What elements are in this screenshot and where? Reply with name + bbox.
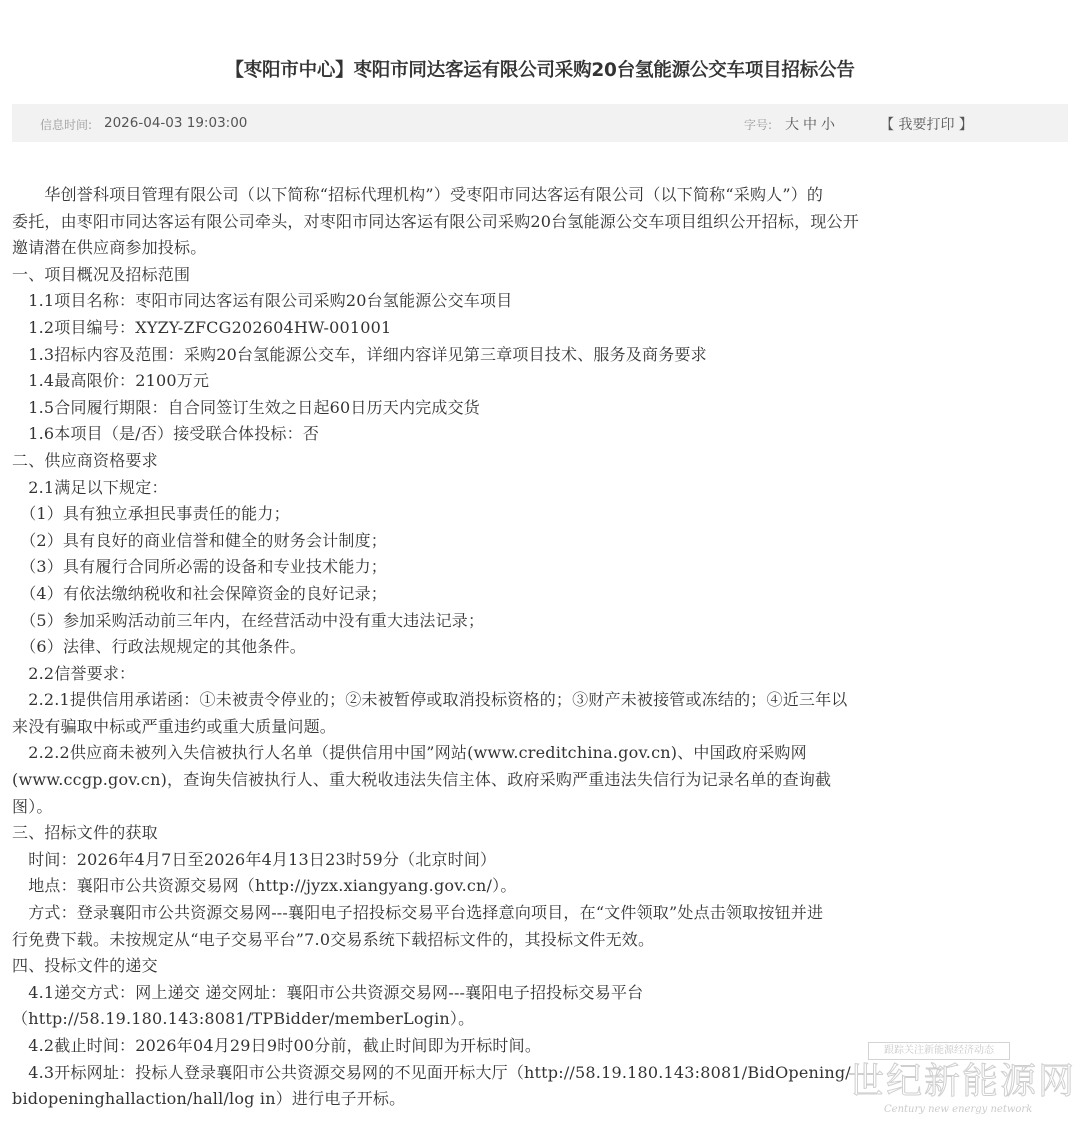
watermark-title: 世纪新能源网 (848, 1061, 1077, 1102)
article-line: 2.2.2供应商未被列入失信被执行人名单（提供信用中国”网站(www.creditchina.gov.cn)、中国政府采购网 (12, 743, 807, 763)
article-line: 1.4最高限价：2100万元 (12, 371, 210, 391)
article-line: 来没有骗取中标或严重违约或重大质量问题。 (12, 716, 337, 736)
article-body (12, 182, 1068, 1113)
article-line: 二、供应商资格要求 (12, 450, 158, 470)
article-line: 1.6本项目（是/否）接受联合体投标：否 (12, 424, 320, 444)
article-line: 4.3开标网址：投标人登录襄阳市公共资源交易网的不见面开标大厅（http://58.19.180.143:8081/BidOpening/ (12, 1062, 851, 1082)
article-line: 4.2截止时间：2026年04月29日9时00分前，截止时间即为开标时间。 (12, 1036, 542, 1055)
info-time-label: 信息时间: (40, 118, 93, 132)
article-line: 邀请潜在供应商参加投标。 (12, 238, 207, 258)
article-line: 1.3招标内容及范围：采购20台氢能源公交车，详细内容详见第三章项目技术、服务及商务要求 (12, 344, 707, 364)
article-line: (www.ccgp.gov.cn)，查询失信被执行人、重大税收违法失信主体、政府采购严重违法失信行为记录名单的查询截 (12, 770, 832, 790)
article-line: （1）具有独立承担民事责任的能力； (12, 504, 290, 524)
font-size-large-button[interactable]: 大 (785, 117, 799, 133)
article-line: 华创誉科项目管理有限公司（以下简称“招标代理机构”）受枣阳市同达客运有限公司（以下简称“采购人”）的 (12, 185, 824, 204)
page-title: 【枣阳市中心】枣阳市同达客运有限公司采购20台氢能源公交车项目招标公告 (225, 60, 855, 81)
print-button[interactable]: 【 我要打印 】 (880, 117, 973, 133)
article-line: 四、投标文件的递交 (12, 956, 158, 976)
article-line: 2.1满足以下规定： (12, 477, 168, 497)
article-line: 行免费下载。未按规定从“电子交易平台”7.0交易系统下载招标文件的，其投标文件无效。 (12, 929, 655, 949)
article-line: 1.2项目编号：XYZY-ZFCG202604HW-001001 (12, 317, 392, 337)
font-size-medium-button[interactable]: 中 (803, 117, 817, 133)
article-line: 图）。 (12, 796, 53, 816)
article-line: （3）具有履行合同所必需的设备和专业技术能力； (12, 557, 387, 577)
watermark-tagline: 跟踪关注新能源经济动态 (868, 1042, 1010, 1060)
article-line: 一、项目概况及招标范围 (12, 264, 191, 284)
article-line: 2.2信誉要求： (12, 663, 136, 683)
info-bar (12, 104, 1068, 142)
article-line: 方式：登录襄阳市公共资源交易网---襄阳电子招投标交易平台选择意向项目，在“文件领取”处点击领取按钮并进 (12, 903, 824, 923)
font-size-small-button[interactable]: 小 (821, 117, 835, 133)
article-line: 委托，由枣阳市同达客运有限公司牵头，对枣阳市同达客运有限公司采购20台氢能源公交车项目组织公开招标，现公开 (12, 211, 859, 231)
watermark-subtitle: Century new energy network (884, 1104, 1033, 1115)
article-line: 2.2.1提供信用承诺函：①未被责令停业的；②未被暂停或取消投标资格的；③财产未被接管或冻结的；④近三年以 (12, 690, 848, 710)
article-line: 4.1递交方式：网上递交 递交网址：襄阳市公共资源交易网---襄阳电子招投标交易平台 (12, 982, 644, 1002)
article-line: 地点：襄阳市公共资源交易网（http://jyzx.xiangyang.gov.cn/）。 (12, 876, 517, 896)
watermark-logo (848, 1042, 1077, 1118)
article-line: （6）法律、行政法规规定的其他条件。 (12, 637, 306, 657)
article-line: 1.5合同履行期限：自合同签订生效之日起60日历天内完成交货 (12, 397, 481, 417)
article-line: 1.1项目名称：枣阳市同达客运有限公司采购20台氢能源公交车项目 (12, 291, 513, 311)
article-line: （5）参加采购活动前三年内，在经营活动中没有重大违法记录； (12, 610, 485, 630)
font-size-label: 字号: (744, 118, 773, 132)
article-line: bidopeninghallaction/hall/log in）进行电子开标。 (12, 1089, 406, 1109)
article-line: 三、招标文件的获取 (12, 823, 158, 843)
article-line: （2）具有良好的商业信誉和健全的财务会计制度； (12, 530, 387, 550)
article-line: 时间：2026年4月7日至2026年4月13日23时59分（北京时间） (12, 849, 497, 869)
article-line: （4）有依法缴纳税收和社会保障资金的良好记录； (12, 583, 387, 603)
info-time-value: 2026-04-03 19:03:00 (104, 115, 248, 131)
article-line: （http://58.19.180.143:8081/TPBidder/memberLogin）。 (12, 1009, 475, 1029)
